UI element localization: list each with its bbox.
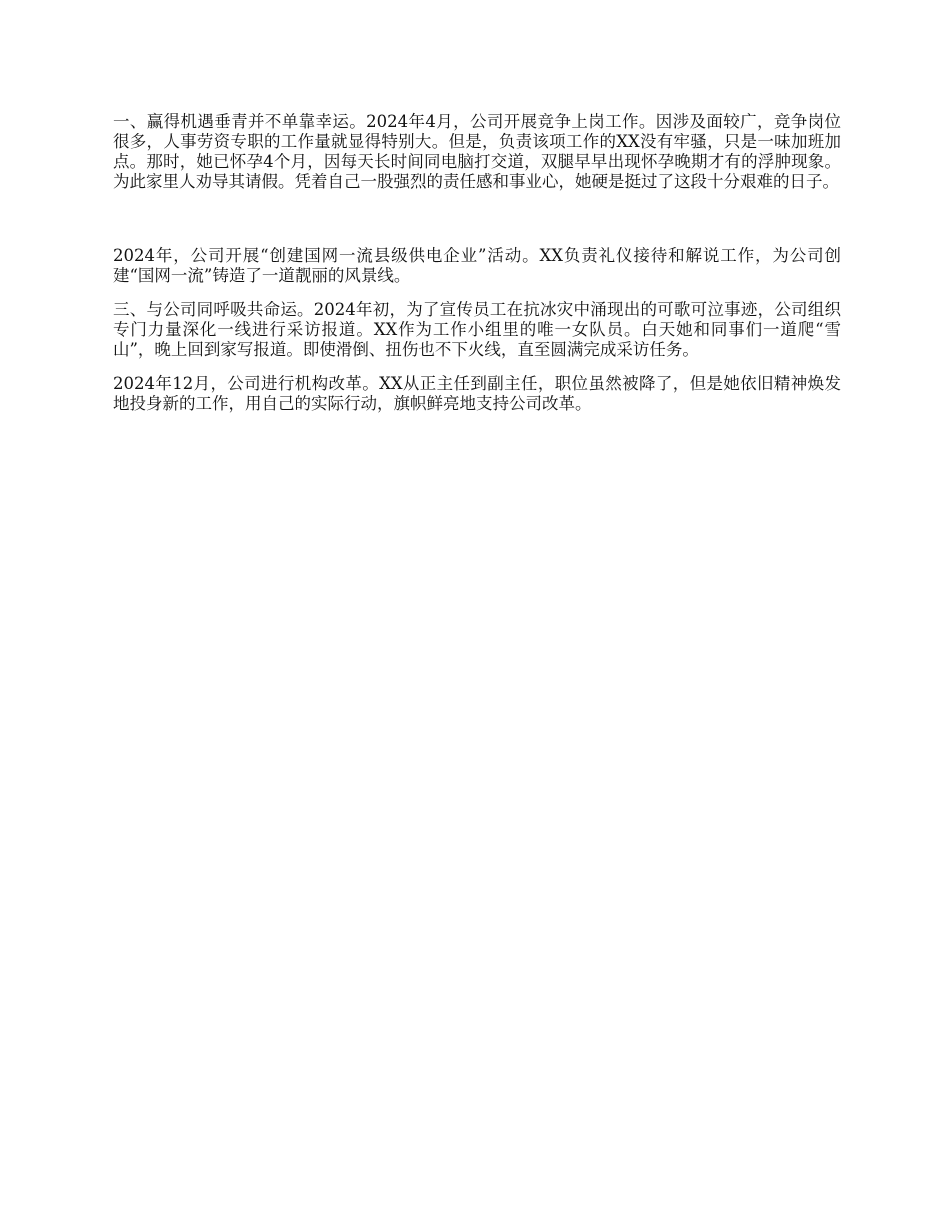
paragraph-reform: 2024年12月，公司进行机构改革。XX从正主任到副主任，职位虽然被降了，但是她依旧精神焕发地投身新的工作，用自己的实际行动，旗帜鲜亮地支持公司改革。 [113, 374, 841, 413]
document-page [113, 112, 841, 428]
paragraph-shared-destiny: 三、与公司同呼吸共命运。2024年初，为了宣传员工在抗冰灾中涌现出的可歌可泣事迹，公司组织专门力量深化一线进行采访报道。XX作为工作小组里的唯一女队员。白天她和同事们一道爬“雪山”，晚上回到家写报道。即使滑倒、扭伤也不下火线，直至圆满完成采访任务。 [113, 300, 841, 359]
paragraph-opportunity: 一、赢得机遇垂青并不单靠幸运。2024年4月，公司开展竞争上岗工作。因涉及面较广，竞争岗位很多，人事劳资专职的工作量就显得特别大。但是，负责该项工作的XX没有牢骚，只是一味加班加点。那时，她已怀孕4个月，因每天长时间同电脑打交道，双腿早早出现怀孕晚期才有的浮肿现象。为此家里人劝导其请假。凭着自己一股强烈的责任感和事业心，她硬是挺过了这段十分艰难的日子。 [113, 112, 841, 191]
paragraph-grid-activity: 2024年，公司开展“创建国网一流县级供电企业”活动。XX负责礼仪接待和解说工作，为公司创建“国网一流”铸造了一道靓丽的风景线。 [113, 246, 841, 285]
